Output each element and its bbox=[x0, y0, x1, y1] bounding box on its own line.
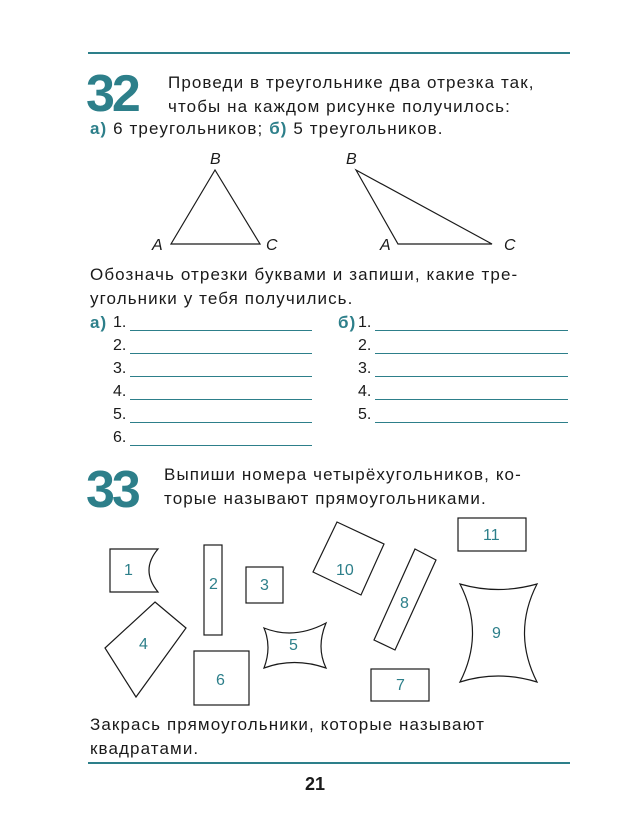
shape-label-6: 6 bbox=[216, 672, 225, 689]
shape-label-8: 8 bbox=[400, 595, 409, 612]
shape-label-10: 10 bbox=[336, 562, 354, 579]
part-b-label: б) bbox=[269, 119, 288, 138]
part-a-label: а) bbox=[90, 119, 108, 138]
list-b-item-2: 2. bbox=[358, 337, 372, 354]
shape-label-5: 5 bbox=[289, 637, 298, 654]
part-a-text: 6 треугольников; bbox=[113, 119, 264, 138]
list-a-item-3: 3. bbox=[113, 360, 127, 377]
shape-label-9: 9 bbox=[492, 625, 501, 642]
list-a-answer-2[interactable] bbox=[130, 353, 312, 354]
tri2-vertex-a: A bbox=[380, 237, 391, 254]
list-a-item-6: 6. bbox=[113, 429, 127, 446]
task-33-number: 33 bbox=[86, 461, 138, 519]
list-a-label: а) bbox=[90, 313, 108, 332]
list-a-answer-5[interactable] bbox=[130, 422, 312, 423]
list-b-answer-2[interactable] bbox=[375, 353, 568, 354]
list-a-answer-1[interactable] bbox=[130, 330, 312, 331]
part-b-text: 5 треугольников. bbox=[293, 119, 444, 138]
instruction-line1: Обозначь отрезки буквами и запиши, какие тре- bbox=[90, 265, 519, 284]
shape-label-7: 7 bbox=[396, 677, 405, 694]
shape-label-1: 1 bbox=[124, 562, 133, 579]
list-b-item-1: 1. bbox=[358, 314, 372, 331]
list-b-item-3: 3. bbox=[358, 360, 372, 377]
task-32-line2: чтобы на каждом рисунке получилось: bbox=[168, 97, 511, 116]
list-b-label: б) bbox=[338, 313, 357, 332]
page-number: 21 bbox=[305, 774, 326, 794]
list-a-item-1: 1. bbox=[113, 314, 127, 331]
tri2-vertex-c: C bbox=[504, 237, 516, 254]
triangle-obtuse[interactable] bbox=[356, 170, 492, 244]
task-33-line1: Выпиши номера четырёхугольников, ко- bbox=[164, 465, 522, 484]
task-32-number: 32 bbox=[86, 65, 138, 123]
tri1-vertex-c: C bbox=[266, 237, 278, 254]
shape-label-4: 4 bbox=[139, 636, 148, 653]
tri1-vertex-a: A bbox=[152, 237, 163, 254]
instruction-line2: угольники у тебя получились. bbox=[90, 289, 354, 308]
task-33-line2: торые называют прямоугольниками. bbox=[164, 489, 487, 508]
list-b-answer-4[interactable] bbox=[375, 399, 568, 400]
tri1-vertex-b: B bbox=[210, 151, 221, 168]
shape-1[interactable] bbox=[110, 549, 158, 592]
bottom-rule bbox=[88, 762, 570, 764]
list-b-answer-3[interactable] bbox=[375, 376, 568, 377]
list-a-answer-6[interactable] bbox=[130, 445, 312, 446]
list-a-item-5: 5. bbox=[113, 406, 127, 423]
task-33-footer-line2: квадратами. bbox=[90, 739, 200, 758]
shape-10[interactable] bbox=[313, 522, 384, 595]
list-a-answer-3[interactable] bbox=[130, 376, 312, 377]
list-a-item-2: 2. bbox=[113, 337, 127, 354]
shape-label-3: 3 bbox=[260, 577, 269, 594]
list-a-item-4: 4. bbox=[113, 383, 127, 400]
tri2-vertex-b: B bbox=[346, 151, 357, 168]
list-a-answer-4[interactable] bbox=[130, 399, 312, 400]
shape-label-2: 2 bbox=[209, 576, 218, 593]
triangle-acute[interactable] bbox=[171, 170, 260, 244]
task-32-line1: Проведи в треугольнике два отрезка так, bbox=[168, 73, 535, 92]
list-b-answer-1[interactable] bbox=[375, 330, 568, 331]
list-b-answer-5[interactable] bbox=[375, 422, 568, 423]
task-33-footer-line1: Закрась прямоугольники, которые называют bbox=[90, 715, 485, 734]
shape-label-11: 11 bbox=[483, 527, 500, 544]
list-b-item-4: 4. bbox=[358, 383, 372, 400]
list-b-item-5: 5. bbox=[358, 406, 372, 423]
